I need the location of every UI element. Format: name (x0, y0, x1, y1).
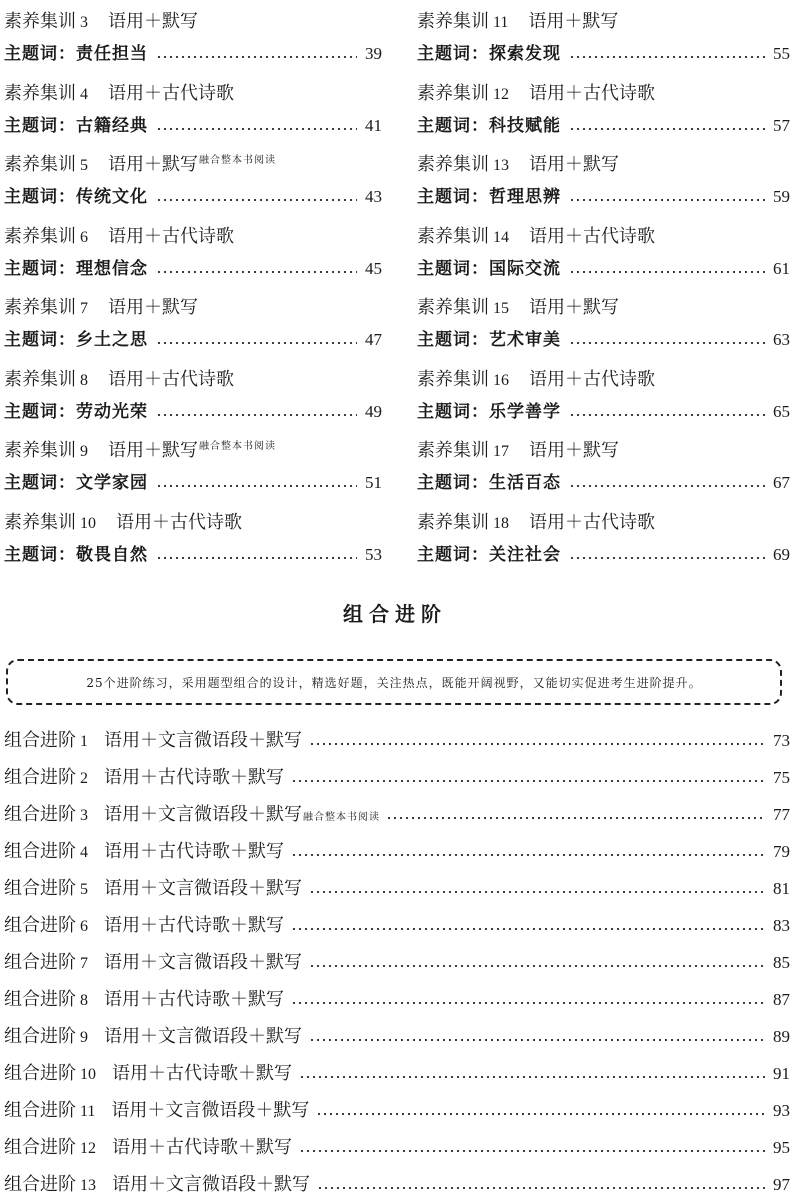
page-number: 63 (773, 330, 790, 349)
theme-label: 主题词：敬畏自然 (4, 544, 148, 565)
toc-entry[interactable] (4, 429, 382, 501)
entry-number: 11 (80, 1103, 96, 1120)
unit-heading (417, 147, 620, 175)
theme-line (4, 112, 382, 140)
dot-leader (569, 485, 765, 487)
unit-heading (4, 219, 235, 247)
theme-line (417, 398, 790, 426)
theme-line (4, 255, 382, 283)
unit-topic: 语用＋古代诗歌 (108, 368, 234, 390)
theme-line (4, 40, 382, 68)
dot-leader (386, 817, 765, 819)
theme-line (4, 398, 382, 426)
unit-heading (4, 505, 243, 533)
unit-topic: 语用＋默写 (108, 440, 198, 461)
unit-name: 素养集训 (4, 154, 76, 175)
unit-name: 素养集训 (417, 368, 489, 390)
page-number: 61 (773, 258, 790, 278)
page-number: 79 (773, 842, 790, 861)
dot-leader (299, 1150, 765, 1152)
page-number: 41 (365, 115, 382, 135)
dot-leader (156, 199, 357, 201)
toc-entry[interactable] (4, 72, 382, 144)
dot-leader (156, 128, 357, 130)
dot-leader (291, 928, 765, 930)
entry-topic: 语用＋文言微语段＋默写 (112, 1174, 310, 1195)
toc-entry[interactable] (417, 143, 790, 215)
advanced-entry[interactable] (4, 759, 790, 796)
theme-label: 主题词：哲理思辨 (417, 187, 561, 207)
unit-number: 3 (80, 14, 88, 31)
entry-name: 组合进阶 (4, 841, 76, 862)
entry-topic: 语用＋古代诗歌＋默写 (104, 915, 284, 936)
entry-name: 组合进阶 (4, 989, 76, 1010)
entry-number: 9 (80, 1029, 88, 1046)
dot-leader (316, 1113, 765, 1115)
entry-number: 4 (80, 844, 88, 861)
theme-label: 主题词：劳动光荣 (4, 401, 148, 422)
unit-name: 素养集训 (417, 297, 489, 318)
entry-topic: 语用＋文言微语段＋默写 (104, 878, 302, 899)
unit-number: 5 (80, 157, 88, 174)
dot-leader (291, 1002, 765, 1004)
entry-topic: 语用＋古代诗歌＋默写 (104, 989, 284, 1010)
unit-number: 4 (80, 85, 88, 103)
dot-leader (569, 271, 765, 273)
entry-name: 组合进阶 (4, 1137, 76, 1158)
entry-name: 组合进阶 (4, 1063, 76, 1084)
entry-topic: 语用＋文言微语段＋默写 (104, 1026, 302, 1047)
entry-name: 组合进阶 (4, 730, 76, 751)
dot-leader (309, 1039, 765, 1041)
unit-heading (4, 290, 199, 318)
entry-name: 组合进阶 (4, 1100, 76, 1121)
unit-heading (4, 4, 199, 32)
unit-name: 素养集训 (417, 82, 489, 104)
unit-topic: 语用＋古代诗歌 (116, 511, 242, 533)
unit-number: 11 (493, 14, 509, 31)
entry-topic: 语用＋古代诗歌＋默写 (104, 767, 284, 788)
unit-name: 素养集训 (417, 511, 489, 533)
advanced-entry[interactable] (4, 1092, 790, 1129)
entry-name: 组合进阶 (4, 804, 76, 825)
advanced-entry[interactable] (4, 907, 790, 944)
theme-line (417, 255, 790, 283)
dot-leader (291, 780, 765, 782)
unit-topic: 语用＋古代诗歌 (529, 225, 655, 247)
page-number: 43 (365, 187, 382, 206)
theme-label: 主题词：国际交流 (417, 258, 561, 279)
dot-leader (156, 271, 357, 273)
unit-number: 8 (80, 371, 88, 389)
page-number: 89 (773, 1027, 790, 1046)
section-title: 组合进阶 (343, 602, 447, 626)
entry-topic: 语用＋文言微语段＋默写 (104, 952, 302, 973)
unit-topic: 语用＋默写 (108, 297, 198, 318)
entry-topic: 语用＋文言微语段＋默写 (104, 804, 302, 825)
theme-label: 主题词：责任担当 (4, 44, 148, 64)
page-number: 83 (773, 916, 790, 935)
theme-line (417, 112, 790, 140)
unit-name: 素养集训 (4, 368, 76, 390)
theme-line (4, 183, 382, 211)
unit-topic: 语用＋默写 (108, 154, 198, 175)
entry-topic: 语用＋古代诗歌＋默写 (104, 841, 284, 862)
page-number: 73 (773, 731, 790, 750)
dot-leader (309, 743, 765, 745)
theme-line (417, 183, 790, 211)
entry-name: 组合进阶 (4, 915, 76, 936)
advanced-entry[interactable] (4, 981, 790, 1018)
toc-entry[interactable] (4, 215, 382, 287)
advanced-entry[interactable] (4, 722, 790, 759)
toc-entry[interactable] (417, 358, 790, 430)
page-number: 51 (365, 473, 382, 492)
toc-entry[interactable] (417, 72, 790, 144)
advanced-list (4, 722, 790, 1203)
dot-leader (156, 485, 357, 487)
toc-entry[interactable] (4, 0, 382, 72)
unit-number: 16 (493, 371, 509, 389)
entry-name: 组合进阶 (4, 1026, 76, 1047)
theme-label: 主题词：艺术审美 (417, 330, 561, 350)
dot-leader (569, 414, 765, 416)
theme-label: 主题词：科技赋能 (417, 115, 561, 136)
advanced-entry[interactable] (4, 1166, 790, 1203)
unit-name: 素养集训 (417, 11, 489, 32)
toc-entry[interactable] (4, 143, 382, 215)
toc-entry[interactable] (417, 286, 790, 358)
page-number: 57 (773, 115, 790, 135)
dot-leader (156, 557, 357, 559)
entry-name: 组合进阶 (4, 767, 76, 788)
page-number: 59 (773, 187, 790, 206)
theme-label: 主题词：探索发现 (417, 44, 561, 64)
unit-tag: 融合整本书阅读 (199, 155, 276, 166)
entry-number: 7 (80, 955, 88, 972)
intro-text: 25个进阶练习，采用题型组合的设计，精选好题，关注热点，既能开阔视野，又能切实促进考生进阶提升。 (86, 675, 702, 690)
dot-leader (156, 414, 357, 416)
page-number: 85 (773, 953, 790, 972)
theme-label: 主题词：乐学善学 (417, 401, 561, 422)
unit-number: 13 (493, 157, 509, 174)
dot-leader (569, 557, 765, 559)
page-number: 55 (773, 44, 790, 63)
page-number: 53 (365, 544, 382, 564)
theme-label: 主题词：关注社会 (417, 544, 561, 565)
theme-label: 主题词：乡土之思 (4, 330, 148, 350)
unit-name: 素养集训 (4, 11, 76, 32)
entry-name: 组合进阶 (4, 878, 76, 899)
theme-label: 主题词：文学家园 (4, 473, 148, 493)
page-number: 67 (773, 473, 790, 492)
advanced-entry[interactable] (4, 796, 790, 833)
entry-name: 组合进阶 (4, 952, 76, 973)
entry-number: 6 (80, 918, 88, 935)
unit-heading (4, 433, 276, 461)
unit-number: 9 (80, 443, 88, 460)
theme-label: 主题词：古籍经典 (4, 115, 148, 136)
dot-leader (569, 199, 765, 201)
unit-name: 素养集训 (4, 297, 76, 318)
toc-entry[interactable] (4, 286, 382, 358)
entry-topic: 语用＋文言微语段＋默写 (111, 1100, 310, 1121)
unit-number: 17 (493, 443, 509, 460)
theme-label: 主题词：生活百态 (417, 473, 561, 493)
dot-leader (299, 1076, 765, 1078)
dot-leader (309, 965, 765, 967)
theme-line (4, 541, 382, 569)
entry-number: 2 (80, 770, 88, 787)
toc-right-column (417, 0, 790, 572)
entry-number: 10 (80, 1066, 96, 1083)
page-number: 91 (773, 1064, 790, 1083)
entry-topic: 语用＋文言微语段＋默写 (104, 730, 302, 751)
unit-topic: 语用＋默写 (529, 154, 619, 175)
unit-heading (4, 362, 235, 390)
unit-heading (417, 362, 656, 390)
dot-leader (309, 891, 765, 893)
dot-leader (569, 342, 765, 344)
unit-topic: 语用＋古代诗歌 (108, 225, 234, 247)
unit-number: 15 (493, 300, 509, 317)
unit-topic: 语用＋默写 (529, 297, 619, 318)
unit-heading (417, 290, 620, 318)
unit-number: 6 (80, 228, 88, 246)
page-number: 81 (773, 879, 790, 898)
entry-tag: 融合整本书阅读 (303, 812, 380, 823)
page-number: 75 (773, 768, 790, 787)
entry-number: 13 (80, 1177, 96, 1194)
dot-leader (317, 1187, 765, 1189)
unit-topic: 语用＋古代诗歌 (529, 82, 655, 104)
dot-leader (569, 56, 765, 58)
unit-heading (417, 505, 656, 533)
toc-left-column (4, 0, 382, 572)
entry-topic: 语用＋古代诗歌＋默写 (112, 1063, 292, 1084)
toc-entry[interactable] (417, 0, 790, 72)
unit-topic: 语用＋古代诗歌 (529, 368, 655, 390)
entry-topic: 语用＋古代诗歌＋默写 (112, 1137, 292, 1158)
unit-topic: 语用＋默写 (108, 11, 198, 32)
toc-entry[interactable] (417, 215, 790, 287)
entry-number: 8 (80, 992, 88, 1009)
advanced-entry[interactable] (4, 944, 790, 981)
page-number: 97 (773, 1175, 790, 1194)
unit-name: 素养集训 (417, 154, 489, 175)
entry-number: 1 (80, 733, 88, 750)
dot-leader (569, 128, 765, 130)
advanced-entry[interactable] (4, 870, 790, 907)
unit-topic: 语用＋古代诗歌 (108, 82, 234, 104)
page-number: 77 (773, 805, 790, 824)
page-number: 39 (365, 44, 382, 63)
theme-line (417, 541, 790, 569)
entry-number: 12 (80, 1140, 96, 1157)
dot-leader (156, 342, 357, 344)
advanced-entry[interactable] (4, 1018, 790, 1055)
page-number: 47 (365, 330, 382, 349)
unit-number: 10 (80, 514, 96, 532)
unit-topic: 语用＋默写 (529, 440, 619, 461)
page-number: 95 (773, 1138, 790, 1157)
theme-line (4, 326, 382, 354)
page-number: 49 (365, 401, 382, 421)
theme-label: 主题词：理想信念 (4, 258, 148, 279)
unit-heading (4, 147, 276, 175)
unit-name: 素养集训 (417, 225, 489, 247)
advanced-entry[interactable] (4, 1129, 790, 1166)
page-number: 69 (773, 544, 790, 564)
entry-number: 5 (80, 881, 88, 898)
unit-number: 18 (493, 514, 509, 532)
page-number: 87 (773, 990, 790, 1009)
page-number: 65 (773, 401, 790, 421)
page-number: 93 (773, 1101, 790, 1120)
toc-entry[interactable] (4, 501, 382, 573)
unit-topic: 语用＋古代诗歌 (529, 511, 655, 533)
theme-label: 主题词：传统文化 (4, 187, 148, 207)
unit-number: 14 (493, 228, 509, 246)
unit-topic: 语用＋默写 (528, 11, 619, 32)
theme-line (4, 469, 382, 497)
dot-leader (156, 56, 357, 58)
advanced-entry[interactable] (4, 833, 790, 870)
dot-leader (291, 854, 765, 856)
theme-line (417, 326, 790, 354)
entry-number: 3 (80, 807, 88, 824)
toc-entry[interactable] (417, 429, 790, 501)
unit-heading (417, 219, 656, 247)
unit-name: 素养集训 (4, 440, 76, 461)
toc-entry[interactable] (4, 358, 382, 430)
theme-line (417, 469, 790, 497)
unit-number: 7 (80, 300, 88, 317)
advanced-entry[interactable] (4, 1055, 790, 1092)
unit-heading (4, 76, 235, 104)
unit-name: 素养集训 (4, 82, 76, 104)
unit-number: 12 (493, 85, 509, 103)
unit-name: 素养集训 (4, 225, 76, 247)
theme-line (417, 40, 790, 68)
unit-heading (417, 76, 656, 104)
unit-name: 素养集训 (417, 440, 489, 461)
unit-tag: 融合整本书阅读 (199, 441, 276, 452)
toc-entry[interactable] (417, 501, 790, 573)
unit-heading (417, 433, 620, 461)
intro-box (6, 659, 782, 705)
entry-name: 组合进阶 (4, 1174, 76, 1195)
unit-heading (417, 4, 619, 32)
unit-name: 素养集训 (4, 511, 76, 533)
page-number: 45 (365, 258, 382, 278)
